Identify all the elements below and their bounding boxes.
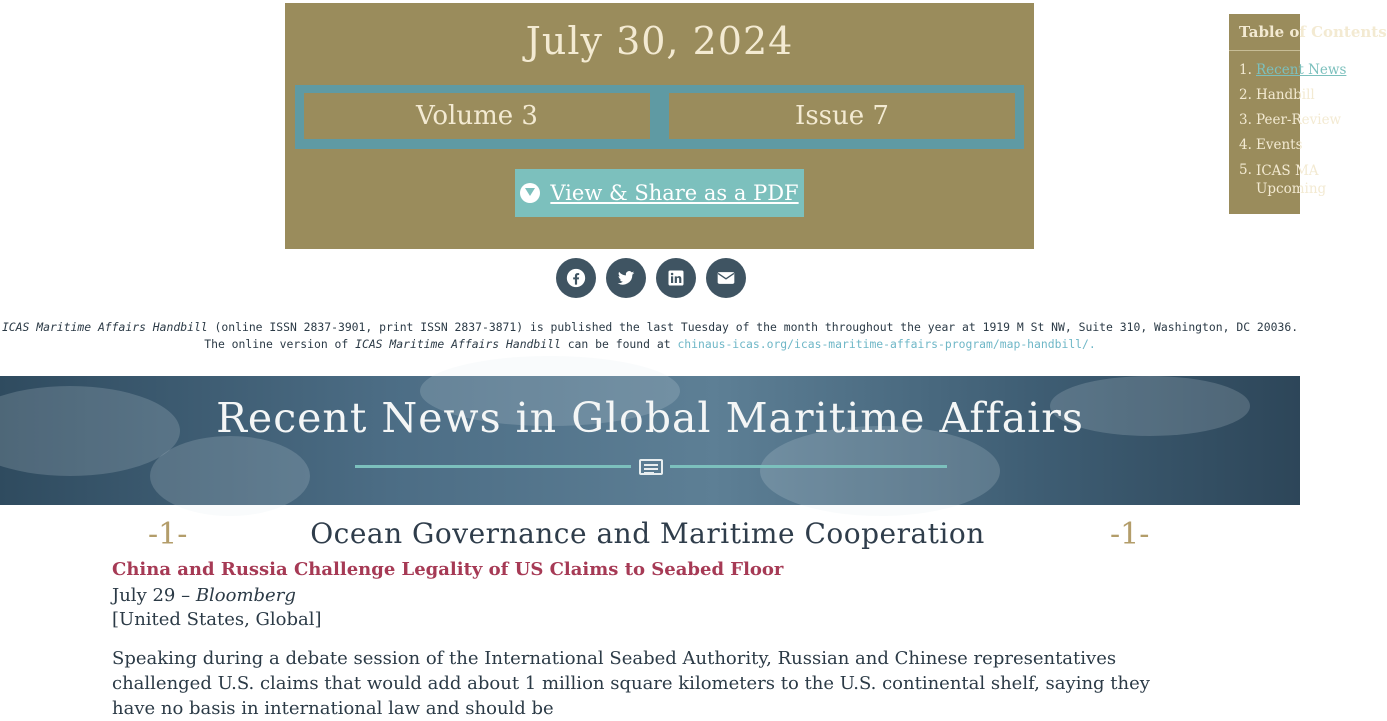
toc-item-icas-ma[interactable]: 5. ICAS MA Upcoming	[1239, 162, 1327, 197]
section-banner	[0, 376, 1300, 505]
article-region: [United States, Global]	[112, 609, 322, 630]
twitter-icon	[616, 268, 636, 288]
info-line-1	[0, 319, 1300, 336]
publication-details: (online ISSN 2837-3901, print ISSN 2837-3871) is published the last Tuesday of the month throughout the year at 1919 M St NW, Suite 310, Washington, DC 20036.	[207, 320, 1299, 334]
social-share-bar	[556, 258, 746, 298]
linkedin-share-button[interactable]	[656, 258, 696, 298]
volume-issue-bar	[295, 85, 1024, 149]
issue-label: Issue 7	[669, 93, 1015, 139]
toc-item-events[interactable]: 4. Events	[1239, 137, 1303, 153]
view-pdf-button[interactable]	[515, 169, 804, 217]
publication-name: ICAS Maritime Affairs Handbill	[1, 320, 208, 334]
section-banner-title: Recent News in Global Maritime Affairs	[216, 394, 1084, 442]
handbill-link[interactable]: chinaus-icas.org/icas-maritime-affairs-program/map-handbill/.	[677, 337, 1096, 351]
view-pdf-label: View & Share as a PDF	[550, 181, 799, 205]
article-date: July 29 –	[112, 585, 196, 606]
publication-name-2: ICAS Maritime Affairs Handbill	[355, 337, 561, 351]
twitter-share-button[interactable]	[606, 258, 646, 298]
facebook-icon	[566, 268, 586, 288]
envelope-icon	[716, 268, 736, 288]
article-date-line	[112, 584, 322, 608]
toc-list	[1229, 51, 1347, 200]
publication-info	[0, 319, 1300, 353]
section-number-left: -1-	[148, 517, 188, 552]
divider-line-left	[355, 465, 631, 468]
facebook-share-button[interactable]	[556, 258, 596, 298]
linkedin-icon	[666, 268, 686, 288]
toc-item-handbill[interactable]: 2. Handbill	[1239, 87, 1315, 103]
article-body: Speaking during a debate session of the International Seabed Authority, Russian and Chinese representatives challenged U.S. claims that would add about 1 million square kilometers to the U.S. continental shelf, saying they have no basis in international law and should be	[112, 648, 1150, 719]
email-share-button[interactable]	[706, 258, 746, 298]
info-line-2	[0, 336, 1300, 353]
table-of-contents	[1229, 14, 1387, 214]
online-version-text: The online version of	[204, 337, 356, 351]
divider-line-right	[670, 465, 947, 468]
issue-date: July 30, 2024	[525, 19, 794, 63]
toc-item-peer-review[interactable]: 3. Peer-Review	[1239, 112, 1342, 128]
found-at-text: can be found at	[560, 337, 678, 351]
issue-banner	[285, 3, 1034, 249]
toc-title: Table of Contents	[1229, 14, 1300, 51]
section-number-right: -1-	[1110, 517, 1150, 552]
article-source: Bloomberg	[195, 585, 296, 606]
section-heading: Ocean Governance and Maritime Cooperation	[310, 517, 985, 550]
download-circle-icon	[520, 183, 540, 203]
volume-label: Volume 3	[304, 93, 650, 139]
newspaper-icon	[639, 459, 663, 475]
article-title-link[interactable]: China and Russia Challenge Legality of US Claims to Seabed Floor	[112, 559, 784, 580]
article-meta	[112, 584, 322, 632]
toc-item-recent-news[interactable]: 1. Recent News	[1239, 62, 1347, 78]
